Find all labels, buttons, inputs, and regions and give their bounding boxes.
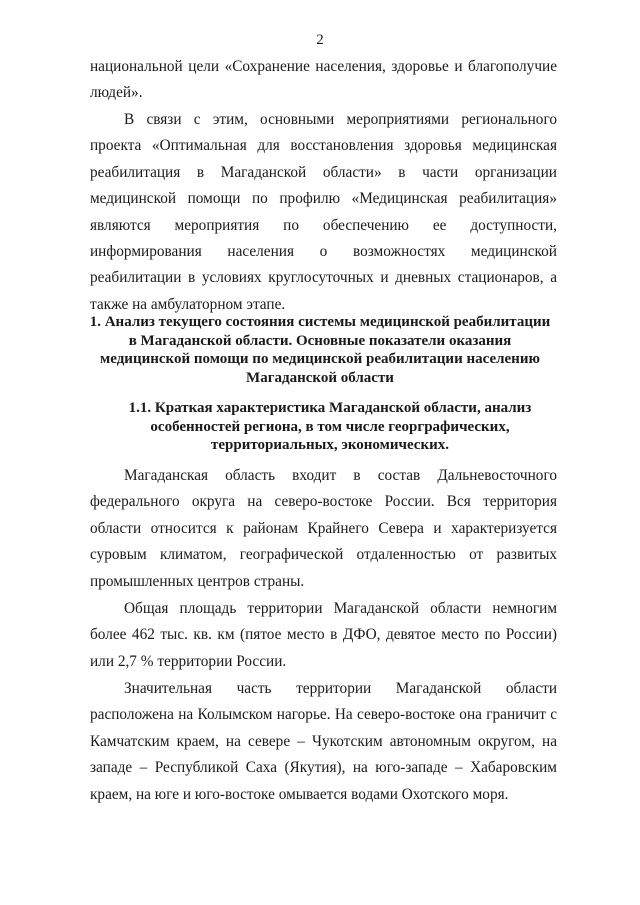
area-paragraph <box>90 596 557 675</box>
section-1-heading <box>80 313 560 387</box>
subsection-1-1-heading-line: 1.1. Краткая характеристика Магаданской области, анализ <box>128 400 532 416</box>
borders-text: Значительная часть территории Магаданской области расположена на Колымском нагорье. На северо-востоке она граничит с Камчатским краем, на севере – Чукотским автономным округом, на западе – Республикой Саха (Якутия), на юго-западе – Хабаровским краем, на юге и юго-востоке омывается водами Охотского моря. <box>90 680 557 803</box>
area-text: Общая площадь территории Магаданской области немногим более 462 тыс. кв. км (пятое место в ДФО, девятое место по России) или 2,7 % территории России. <box>90 600 557 670</box>
region-overview-text: Магаданская область входит в состав Дальневосточного федерального округа на северо-востоке России. Вся территория области относится к районам Крайнего Севера и характеризуется суровым климатом, географической отдаленностью от развитых промышленных центров страны. <box>90 467 557 590</box>
page-number: 2 <box>316 32 324 48</box>
section-1-heading-line: в Магаданской области. Основные показатели оказания <box>128 332 512 349</box>
section-1-heading-line: медицинской помощи по медицинской реабилитации населению <box>100 351 540 367</box>
section-1-heading-line: Магаданской области <box>246 369 394 386</box>
subsection-1-1-heading <box>110 399 550 455</box>
intro-paragraph-text: В связи с этим, основными мероприятиями регионального проекта «Оптимальная для восстановления здоровья медицинская реабилитация в Магаданской области» в части организации медицинской помощи по профилю «Медицинская реабилитация» являются мероприятия по обеспечению ее доступности, информирования населения о возможностях медицинской реабилитации в условиях круглосуточных и дневных стационаров, а также на амбулаторном этапе. <box>90 111 557 313</box>
borders-paragraph <box>90 676 557 808</box>
subsection-1-1-heading-line: территориальных, экономических. <box>211 437 449 453</box>
section-1-heading-line: 1. Анализ текущего состояния системы медицинской реабилитации <box>89 314 551 330</box>
intro-continuation-paragraph: национальной цели «Сохранение населения, здоровье и благополучие людей». <box>90 58 557 102</box>
intro-paragraph <box>90 107 557 318</box>
region-overview-paragraph <box>90 463 557 595</box>
subsection-1-1-heading-line: особенностей региона, в том числе георграфических, <box>150 418 510 435</box>
